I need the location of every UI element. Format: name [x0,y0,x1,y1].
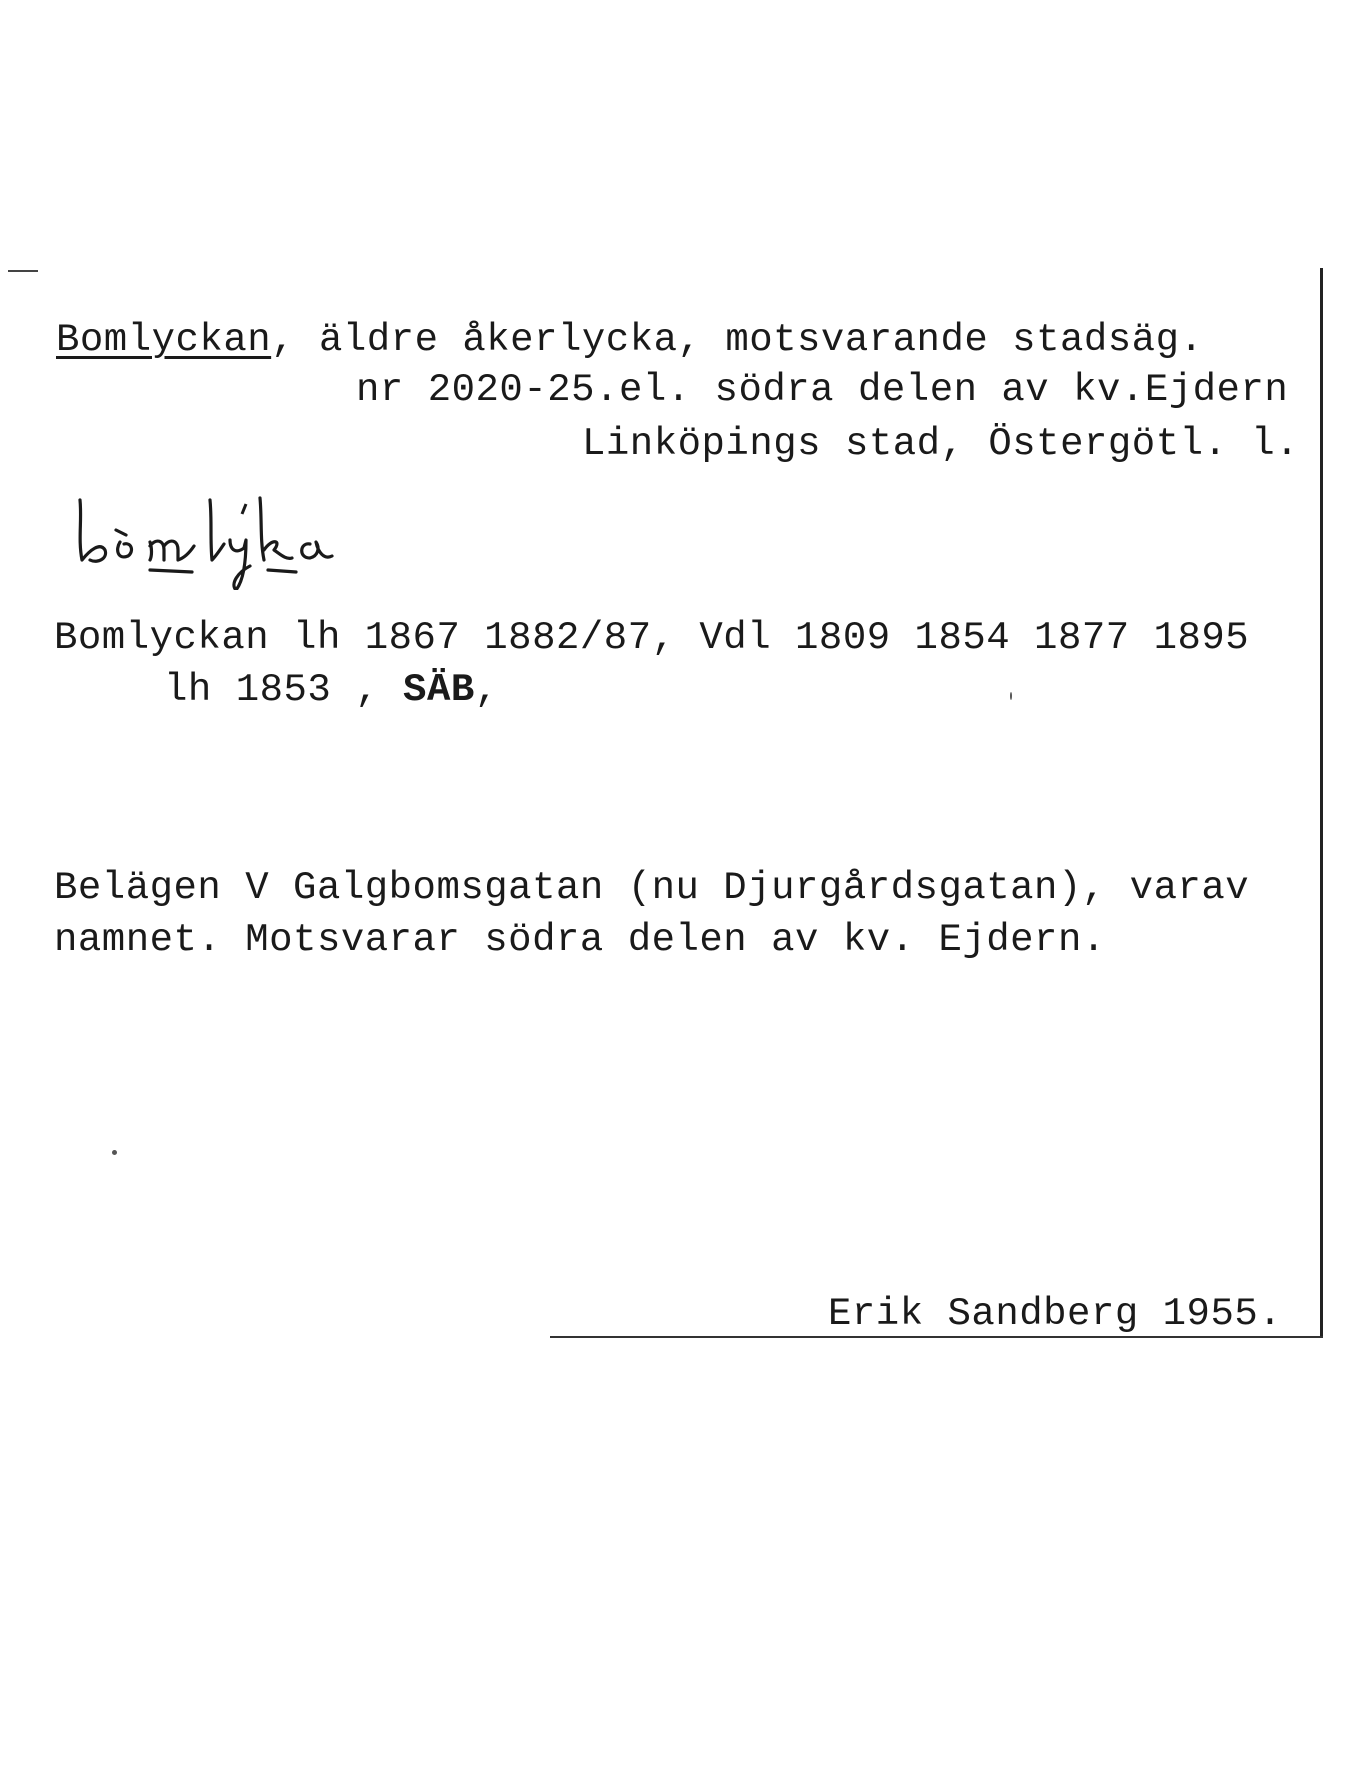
card-top-edge [8,270,38,272]
scan-speck [1010,692,1012,700]
heading-description: , äldre åkerlycka, motsvarande stadsäg. [271,318,1204,362]
headword: Bomlyckan [56,318,272,362]
sources-line-2 [164,668,499,712]
sources-line-2-text: lh 1853 , [164,668,404,712]
reference-line-2: Linköpings stad, Östergötl. l. [582,422,1300,466]
card-bottom-border [550,1336,1323,1338]
card-right-border [1320,268,1323,1336]
sources-abbreviation: SÄB [403,668,475,712]
description-line-1: Belägen V Galgbomsgatan (nu Djurgårdsgatan), varav [54,866,1250,910]
signature: Erik Sandberg 1955. [828,1292,1283,1336]
scan-speck [112,1150,117,1155]
description-line-2: namnet. Motsvarar södra delen av kv. Ejdern. [54,918,1106,962]
sources-line-1: Bomlyckan lh 1867 1882/87, Vdl 1809 1854 1877 1895 [54,616,1250,660]
sources-line-2-comma: , [474,668,499,712]
handwritten-pronunciation [60,480,440,590]
heading-line [56,318,1203,362]
reference-line-1: nr 2020-25.el. södra delen av kv.Ejdern [356,368,1289,412]
